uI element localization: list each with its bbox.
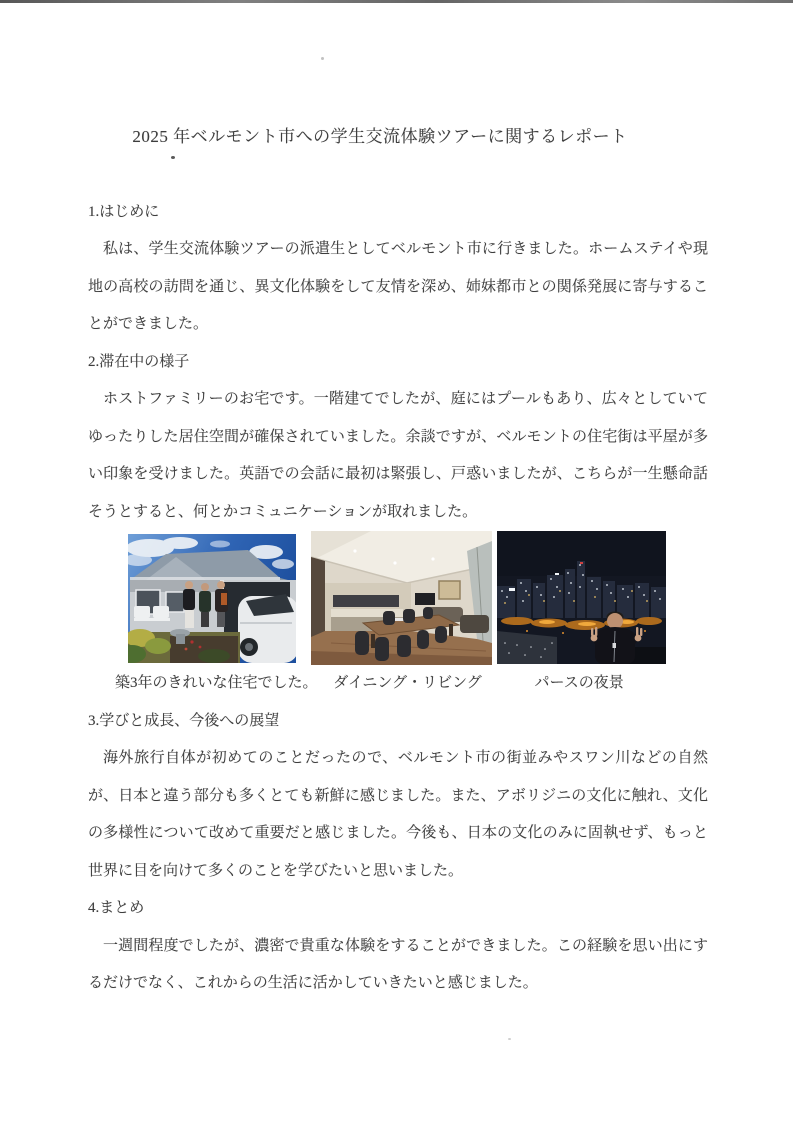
paragraph-summary: 一週間程度でしたが、濃密で貴重な体験をすることができました。この経験を思い出にするだけでなく、これからの生活に活かしていきたいと感じました。	[88, 937, 708, 991]
section-heading-hajimeni: 1.はじめに	[88, 203, 160, 220]
photo-dining-living-room	[311, 531, 492, 665]
scan-speck	[508, 1038, 511, 1040]
people	[183, 581, 228, 628]
caption-perth-night-view: パースの夜景	[534, 675, 624, 691]
paragraph-learning: 海外旅行自体が初めてのことだったので、ベルモント市の街並みやスワン川などの自然が、日本と違う部分も多くとても新鮮に感じました。また、アボリジニの文化に触れ、文化の多様性について改めて重要だと感じました。今後も、日本の文化のみに固執せず、もっと世界に目を向けて多くのことを学びたいと思いました。	[88, 750, 708, 879]
garden	[128, 629, 240, 663]
section-heading-manabi: 3.学びと成長、今後への展望	[88, 712, 280, 729]
photo-perth-night-view	[497, 531, 666, 664]
report-title: 2025 年ベルモント市への学生交流体験ツアーに関するレポート	[132, 127, 628, 146]
section-heading-taizai: 2.滞在中の様子	[88, 353, 190, 370]
photo-host-family-house	[128, 534, 296, 663]
white-car	[238, 594, 296, 663]
caption-host-family-house: 築3年のきれいな住宅でした。	[115, 675, 318, 691]
paragraph-introduction: 私は、学生交流体験ツアーの派遣生としてベルモント市に行きました。ホームステイや現地の高校の訪問を通じ、異文化体験をして友情を深め、姉妹都市との関係発展に寄与することができました。	[88, 241, 708, 332]
photo-row	[128, 531, 708, 665]
section-heading-matome: 4.まとめ	[88, 900, 145, 916]
photo-captions	[88, 665, 708, 703]
caption-dining-living-room: ダイニング・リビング	[333, 675, 482, 691]
paragraph-stay: ホストファミリーのお宅です。一階建てでしたが、庭にはプールもあり、広々としていてゆったりした居住空間が確保されていました。余談ですが、ベルモントの住宅街は平屋が多い印象を受けました。英語での会話に最初は緊張し、戸惑いましたが、こちらが一生懸命話そうとすると、何とかコミュニケーションが取れました。	[88, 391, 708, 520]
report-content	[88, 0, 708, 1003]
